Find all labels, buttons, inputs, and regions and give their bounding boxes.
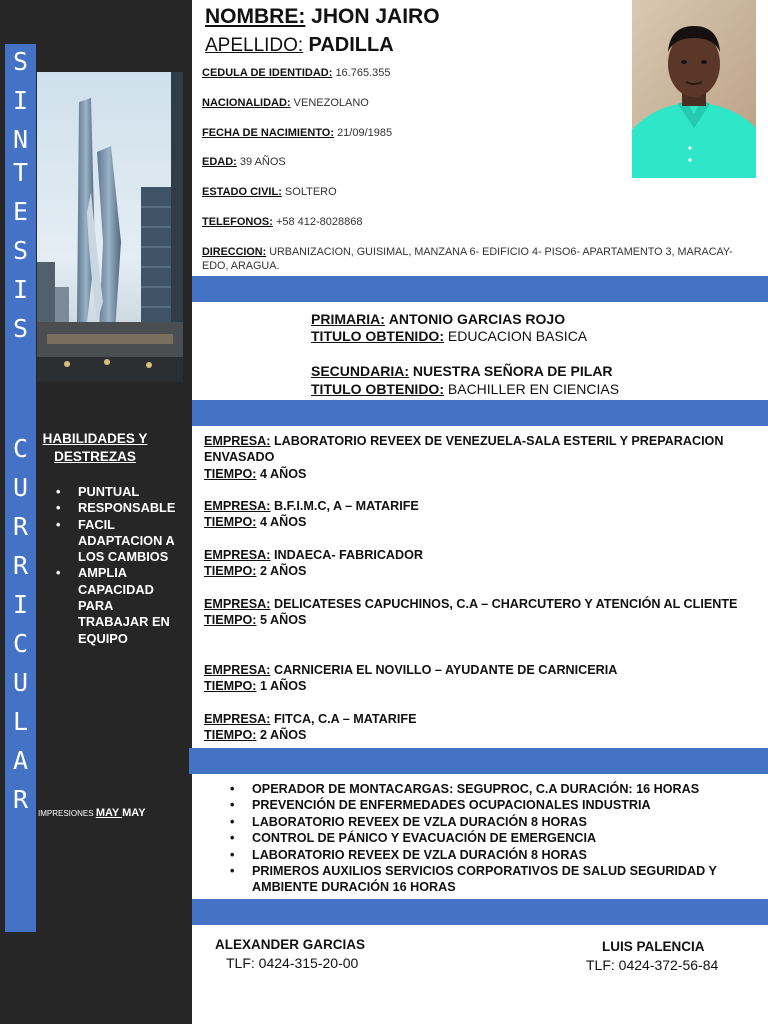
- name-line: [205, 4, 440, 30]
- field-telefonos: [202, 215, 622, 229]
- field-value: 39 AÑOS: [239, 156, 286, 168]
- field-direccion: [202, 245, 750, 273]
- course-item: • CONTROL DE PÁNICO Y EVACUACIÓN DE EMERGENCIA: [230, 830, 750, 846]
- experience-time-label: TIEMPO:: [204, 564, 257, 579]
- field-nacionalidad: [202, 96, 622, 110]
- vertical-title-letter: I: [12, 86, 29, 115]
- vertical-title-letter: C: [12, 629, 29, 658]
- field-label: TELEFONOS:: [202, 216, 273, 228]
- field-edad: [202, 155, 622, 169]
- vertical-title-letter: L: [12, 707, 29, 736]
- section-divider-band: [192, 899, 768, 925]
- experience-company-label: EMPRESA:: [204, 434, 271, 448]
- experience-item: [204, 662, 744, 695]
- field-value: VENEZOLANO: [293, 97, 369, 109]
- education-primaria-school: [311, 310, 565, 328]
- printer-credit: [38, 806, 146, 821]
- experience-company-label: EMPRESA:: [204, 712, 271, 726]
- profile-photo: [632, 0, 756, 178]
- course-item: • LABORATORIO REVEEX DE VZLA DURACIÓN 8 HORAS: [230, 814, 750, 830]
- education-primaria-title: [311, 327, 587, 345]
- experience-company: B.F.I.M.C, A – MATARIFE: [273, 499, 419, 513]
- experience-item: [204, 596, 744, 629]
- reference-name: LUIS PALENCIA: [602, 939, 705, 954]
- vertical-title-band: [5, 44, 36, 932]
- experience-item: [204, 547, 744, 580]
- field-estado-civil: [202, 185, 622, 199]
- experience-time-label: TIEMPO:: [204, 613, 257, 628]
- field-label: DIRECCION:: [202, 246, 267, 258]
- course-item: • LABORATORIO REVEEX DE VZLA DURACIÓN 8 HORAS: [230, 847, 750, 863]
- vertical-title-letter: T: [12, 158, 29, 187]
- section-divider-band: [192, 400, 768, 426]
- experience-item: [204, 711, 744, 744]
- education-title: EDUCACION BASICA: [447, 328, 588, 344]
- printer-credit-prefix: IMPRESIONES: [38, 809, 94, 818]
- experience-company: CARNICERIA EL NOVILLO – AYUDANTE DE CARNICERIA: [273, 663, 618, 677]
- section-divider-band: [192, 276, 768, 302]
- vertical-title-letter: R: [12, 551, 29, 580]
- education-school: ANTONIO GARCIAS ROJO: [388, 311, 566, 327]
- vertical-title-letter: N: [12, 125, 29, 154]
- experience-time: 5 AÑOS: [259, 613, 307, 628]
- experience-company-label: EMPRESA:: [204, 548, 271, 562]
- vertical-title-letter: R: [12, 785, 29, 814]
- field-label: ESTADO CIVIL:: [202, 186, 282, 198]
- nombre-label: NOMBRE:: [205, 5, 306, 28]
- vertical-title-letter: U: [12, 668, 29, 697]
- courses-list: [230, 781, 750, 896]
- vertical-title-letter: A: [12, 746, 29, 775]
- field-value: +58 412-8028868: [275, 216, 363, 228]
- experience-item: [204, 433, 744, 482]
- field-value: 21/09/1985: [337, 127, 393, 139]
- experience-item: [204, 498, 744, 531]
- vertical-title-letter: I: [12, 590, 29, 619]
- experience-company: DELICATESES CAPUCHINOS, C.A – CHARCUTERO Y ATENCIÓN AL CLIENTE: [273, 597, 738, 611]
- apellido-label: APELLIDO:: [205, 35, 304, 56]
- vertical-title-letter: S: [12, 236, 29, 265]
- experience-time: 2 AÑOS: [259, 564, 307, 579]
- education-secundaria-title: [311, 380, 619, 398]
- vertical-title-letter: U: [12, 473, 29, 502]
- vertical-title-letter: C: [12, 434, 29, 463]
- apellido-line: [205, 33, 394, 58]
- experience-time-label: TIEMPO:: [204, 728, 257, 743]
- field-label: NACIONALIDAD:: [202, 97, 291, 109]
- experience-time: 4 AÑOS: [259, 515, 307, 530]
- experience-time-label: TIEMPO:: [204, 679, 257, 694]
- printer-credit-brand-underlined: MAY: [95, 807, 123, 819]
- section-divider-band: [189, 748, 768, 774]
- experience-company-label: EMPRESA:: [204, 597, 271, 611]
- field-fecha-nacimiento: [202, 126, 622, 140]
- experience-company-label: EMPRESA:: [204, 663, 271, 677]
- course-item: • OPERADOR DE MONTACARGAS: SEGUPROC, C.A DURACIÓN: 16 HORAS: [230, 781, 750, 797]
- experience-time: 2 AÑOS: [259, 728, 307, 743]
- course-item: • PREVENCIÓN DE ENFERMEDADES OCUPACIONALES INDUSTRIA: [230, 797, 750, 813]
- reference-phone: TLF: 0424-315-20-00: [226, 955, 359, 971]
- skill-item: • FACIL ADAPTACION A LOS CAMBIOS: [56, 517, 186, 566]
- experience-time: 4 AÑOS: [259, 466, 307, 481]
- field-label: FECHA DE NACIMIENTO:: [202, 127, 334, 139]
- vertical-title-letter: R: [12, 512, 29, 541]
- printer-credit-brand: MAY: [122, 807, 146, 819]
- skill-item: • PUNTUAL: [56, 484, 186, 500]
- skills-list: [56, 484, 186, 647]
- education-secundaria-school: [311, 362, 613, 380]
- skills-title: HABILIDADES Y DESTREZAS: [42, 431, 148, 464]
- nombre-value: JHON JAIRO: [311, 5, 440, 28]
- field-label: CEDULA DE IDENTIDAD:: [202, 67, 333, 79]
- experience-company: LABORATORIO REVEEX DE VENEZUELA-SALA ESTERIL Y PREPARACION ENVASADO: [204, 434, 724, 465]
- reference-phone: TLF: 0424-372-56-84: [586, 957, 719, 973]
- experience-company: FITCA, C.A – MATARIFE: [273, 712, 417, 726]
- experience-time: 1 AÑOS: [259, 679, 307, 694]
- reference-name: ALEXANDER GARCIAS: [215, 937, 366, 952]
- building-photo: [37, 72, 183, 382]
- education-school: NUESTRA SEÑORA DE PILAR: [412, 363, 613, 379]
- course-item: • PRIMEROS AUXILIOS SERVICIOS CORPORATIVOS DE SALUD SEGURIDAD Y AMBIENTE DURACIÓN 16 HORAS: [230, 863, 750, 896]
- experience-company-label: EMPRESA:: [204, 499, 271, 513]
- experience-time-label: TIEMPO:: [204, 515, 257, 530]
- field-value: 16.765.355: [335, 67, 391, 79]
- education-label: TITULO OBTENIDO:: [311, 328, 444, 344]
- vertical-title-letter: S: [12, 314, 29, 343]
- apellido-value: PADILLA: [308, 34, 394, 56]
- education-label: PRIMARIA:: [311, 311, 385, 327]
- vertical-title-letter: S: [12, 47, 29, 76]
- experience-time-label: TIEMPO:: [204, 466, 257, 481]
- skill-item: • AMPLIA CAPACIDAD PARA TRABAJAR EN EQUIPO: [56, 565, 186, 646]
- experience-company: INDAECA- FABRICADOR: [273, 548, 424, 562]
- vertical-title-letter: E: [12, 197, 29, 226]
- education-label: TITULO OBTENIDO:: [311, 381, 444, 397]
- skill-item: • RESPONSABLE: [56, 500, 186, 516]
- vertical-title-letter: I: [12, 275, 29, 304]
- field-value: URBANIZACION, GUISIMAL, MANZANA 6- EDIFICIO 4- PISO6- APARTAMENTO 3, MARACAY- EDO, ARAGUA.: [202, 246, 733, 272]
- education-title: BACHILLER EN CIENCIAS: [447, 381, 620, 397]
- field-cedula: [202, 66, 622, 80]
- education-label: SECUNDARIA:: [311, 363, 409, 379]
- field-value: SOLTERO: [284, 186, 337, 198]
- field-label: EDAD:: [202, 156, 237, 168]
